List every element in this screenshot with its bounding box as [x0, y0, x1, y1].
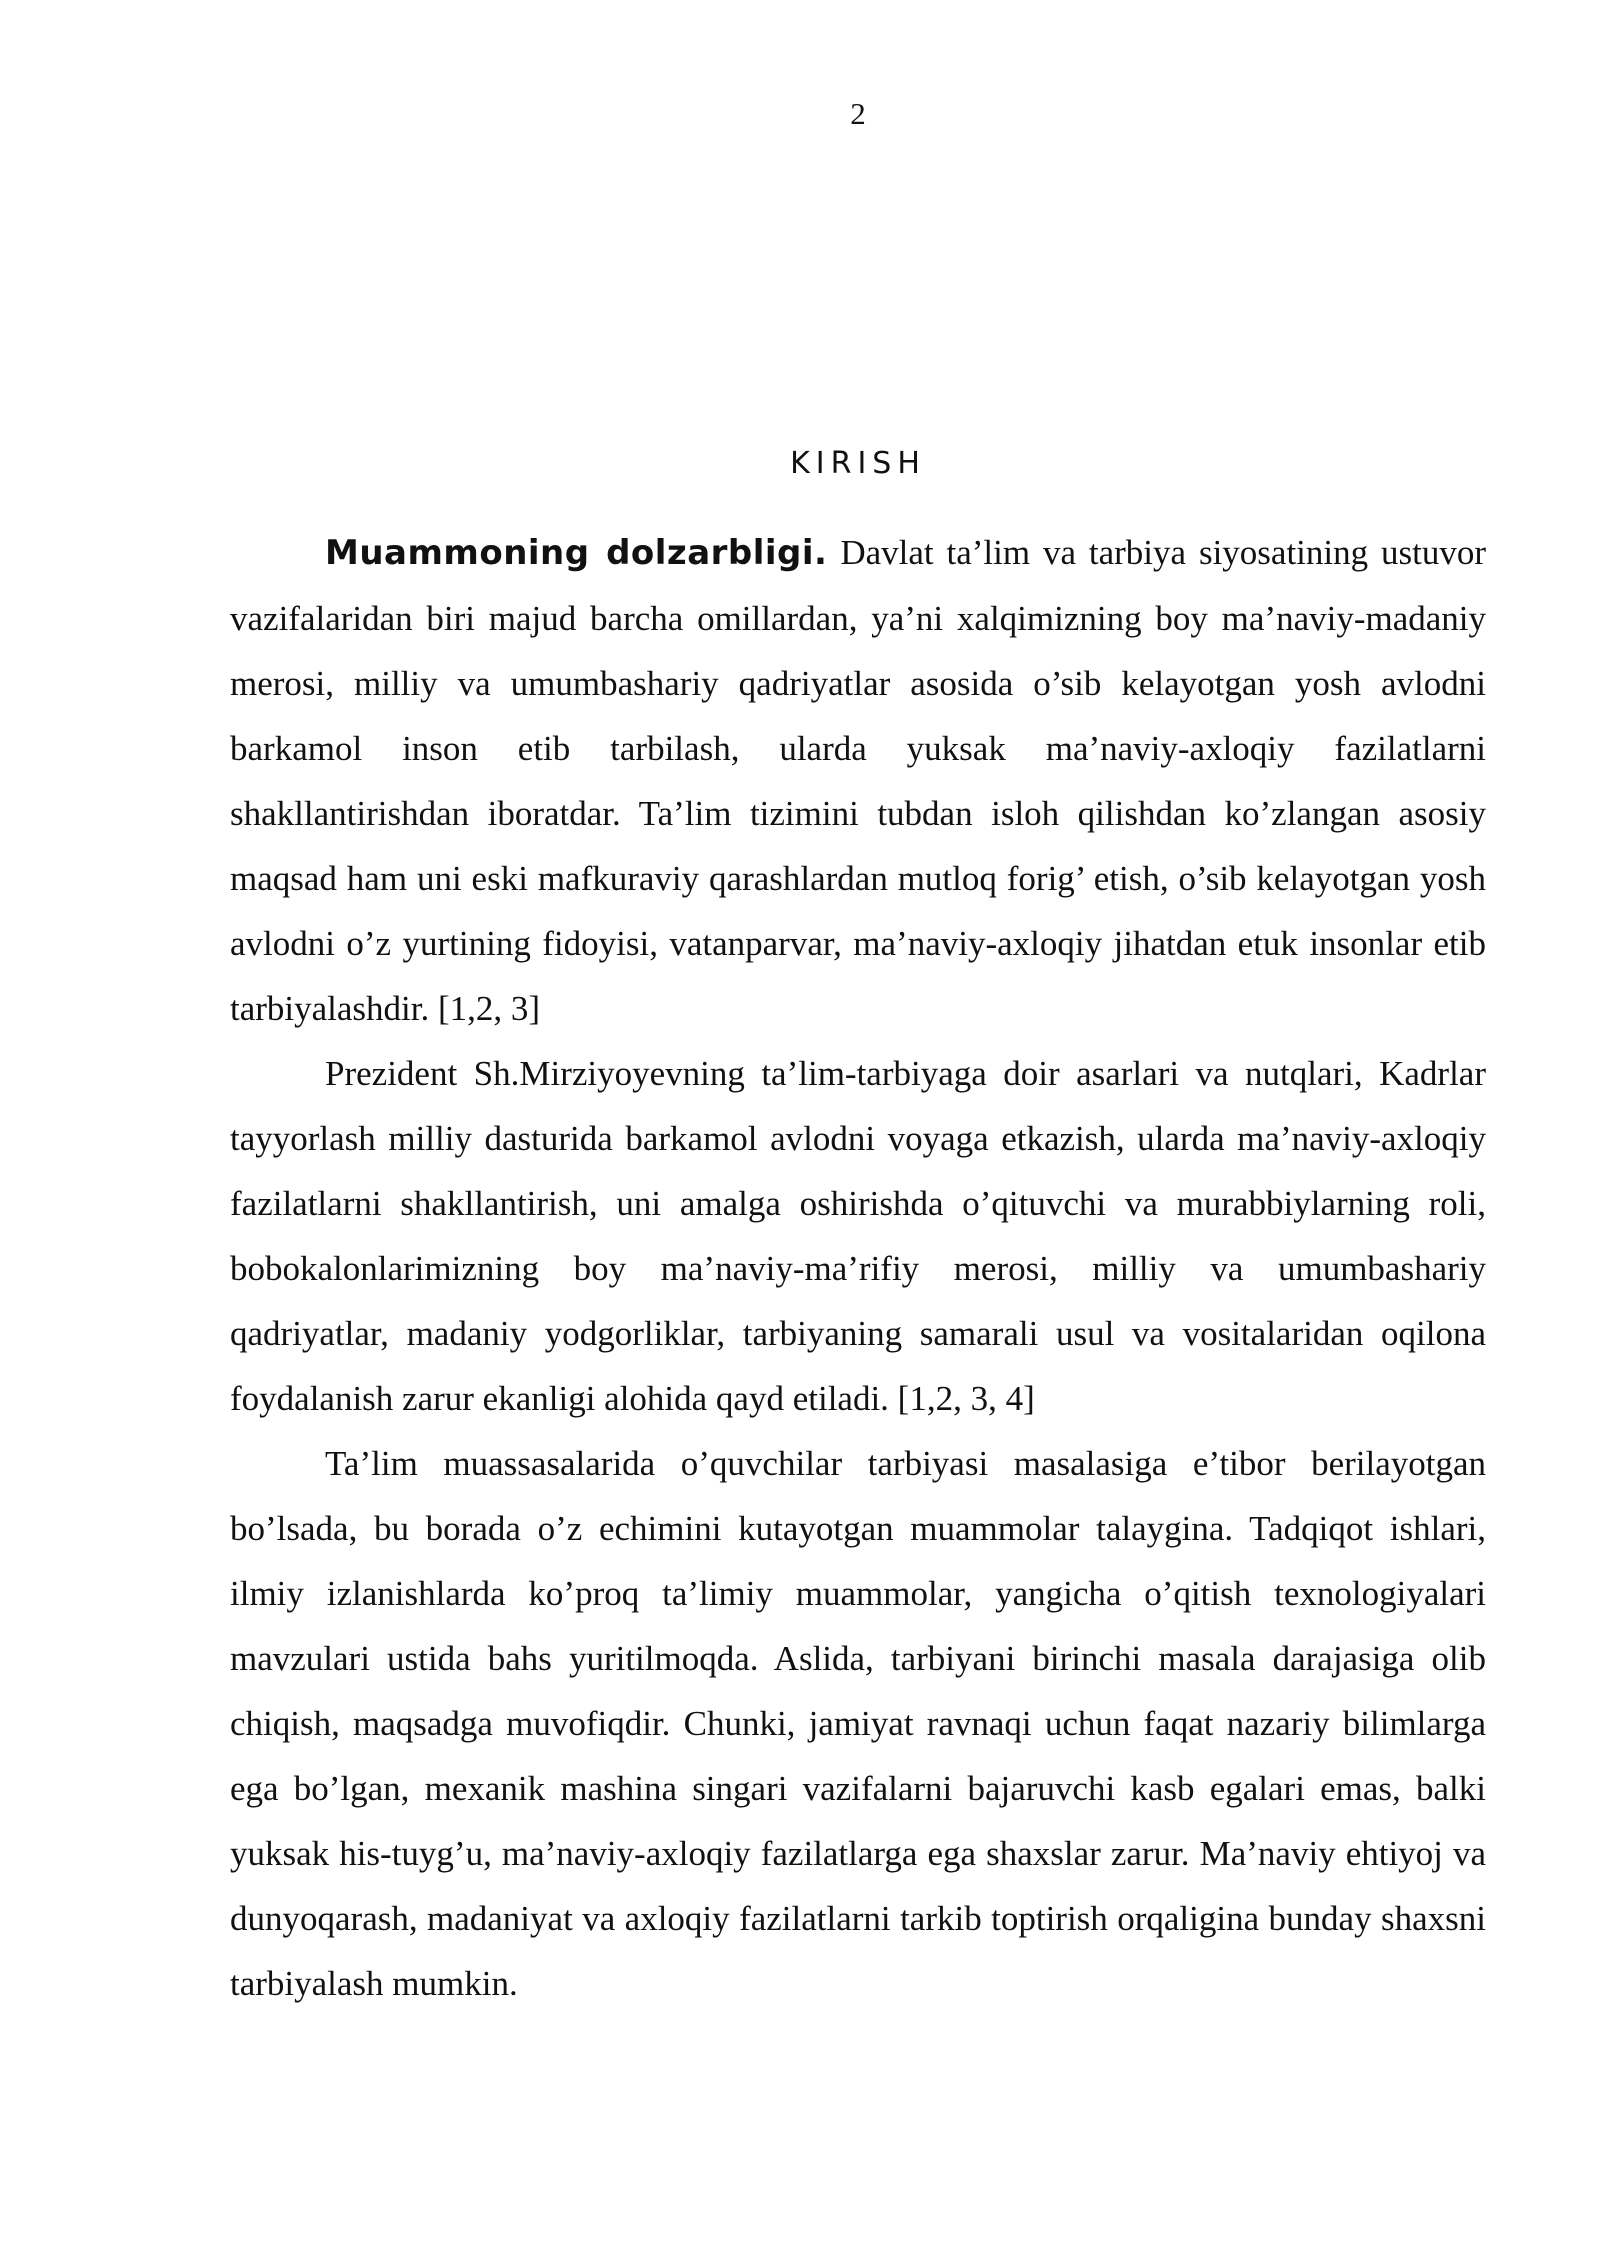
paragraph-2: Prezident Sh.Mirziyoyevning ta’lim-tarbiyaga doir asarlari va nutqlari, Kadrlar tayyorlash milliy dasturida barkamol avlodni voyaga etkazish, ularda ma’naviy-axloqiy fazilatlarni shakllantirish, uni amalga oshirishda o’qituvchi va murabbiylarning roli, bobokalonlarimizning boy ma’naviy-ma’rifiy merosi, milliy va umumbashariy qadriyatlar, madaniy yodgorliklar, tarbiyaning samarali usul va vositalaridan oqilona foydalanish zarur ekanligi alohida qayd etiladi. [1,2, 3, 4]: [230, 1054, 1486, 1418]
paragraph-1-text: Davlat ta’lim va tarbiya siyosatining ustuvor vazifalaridan biri majud barcha omillardan, ya’ni xalqimizning boy ma’naviy-madaniy merosi, milliy va umumbashariy qadriyatlar asosida o’sib kelayotgan yosh avlodni barkamol inson etib tarbilash, ularda yuksak ma’naviy-axloqiy fazilatlarni shakllantirishdan iboratdar. Ta’lim tizimini tubdan isloh qilishdan ko’zlangan asosiy maqsad ham uni eski mafkuraviy qarashlardan mutloq forig’ etish, o’sib kelayotgan yosh avlodni o’z yurtining fidoyisi, vatanparvar, ma’naviy-axloqiy jihatdan etuk insonlar etib tarbiyalashdir. [1,2, 3]: [230, 533, 1486, 1028]
paragraph-1: [230, 520, 1486, 1041]
page-number: 2: [850, 96, 866, 131]
paragraph-3: Ta’lim muassasalarida o’quvchilar tarbiyasi masalasiga e’tibor berilayotgan bo’lsada, bu borada o’z echimini kutayotgan muammolar talaygina. Tadqiqot ishlari, ilmiy izlanishlarda ko’proq ta’limiy muammolar, yangicha o’qitish texnologiyalari mavzulari ustida bahs yuritilmoqda. Aslida, tarbiyani birinchi masala darajasiga olib chiqish, maqsadga muvofiqdir. Chunki, jamiyat ravnaqi uchun faqat nazariy bilimlarga ega bo’lgan, mexanik mashina singari vazifalarni bajaruvchi kasb egalari emas, balki yuksak his-tuyg’u, ma’naviy-axloqiy fazilatlarga ega shaxslar zarur. Ma’naviy ehtiyoj va dunyoqarash, madaniyat va axloqiy fazilatlarni tarkib toptirish orqaligina bunday shaxsni tarbiyalash mumkin.: [230, 1444, 1486, 2003]
section-heading: KIRISH: [790, 446, 926, 481]
body-text: [230, 520, 1486, 2016]
paragraph-lead: Muammoning dolzarbligi.: [325, 533, 828, 573]
